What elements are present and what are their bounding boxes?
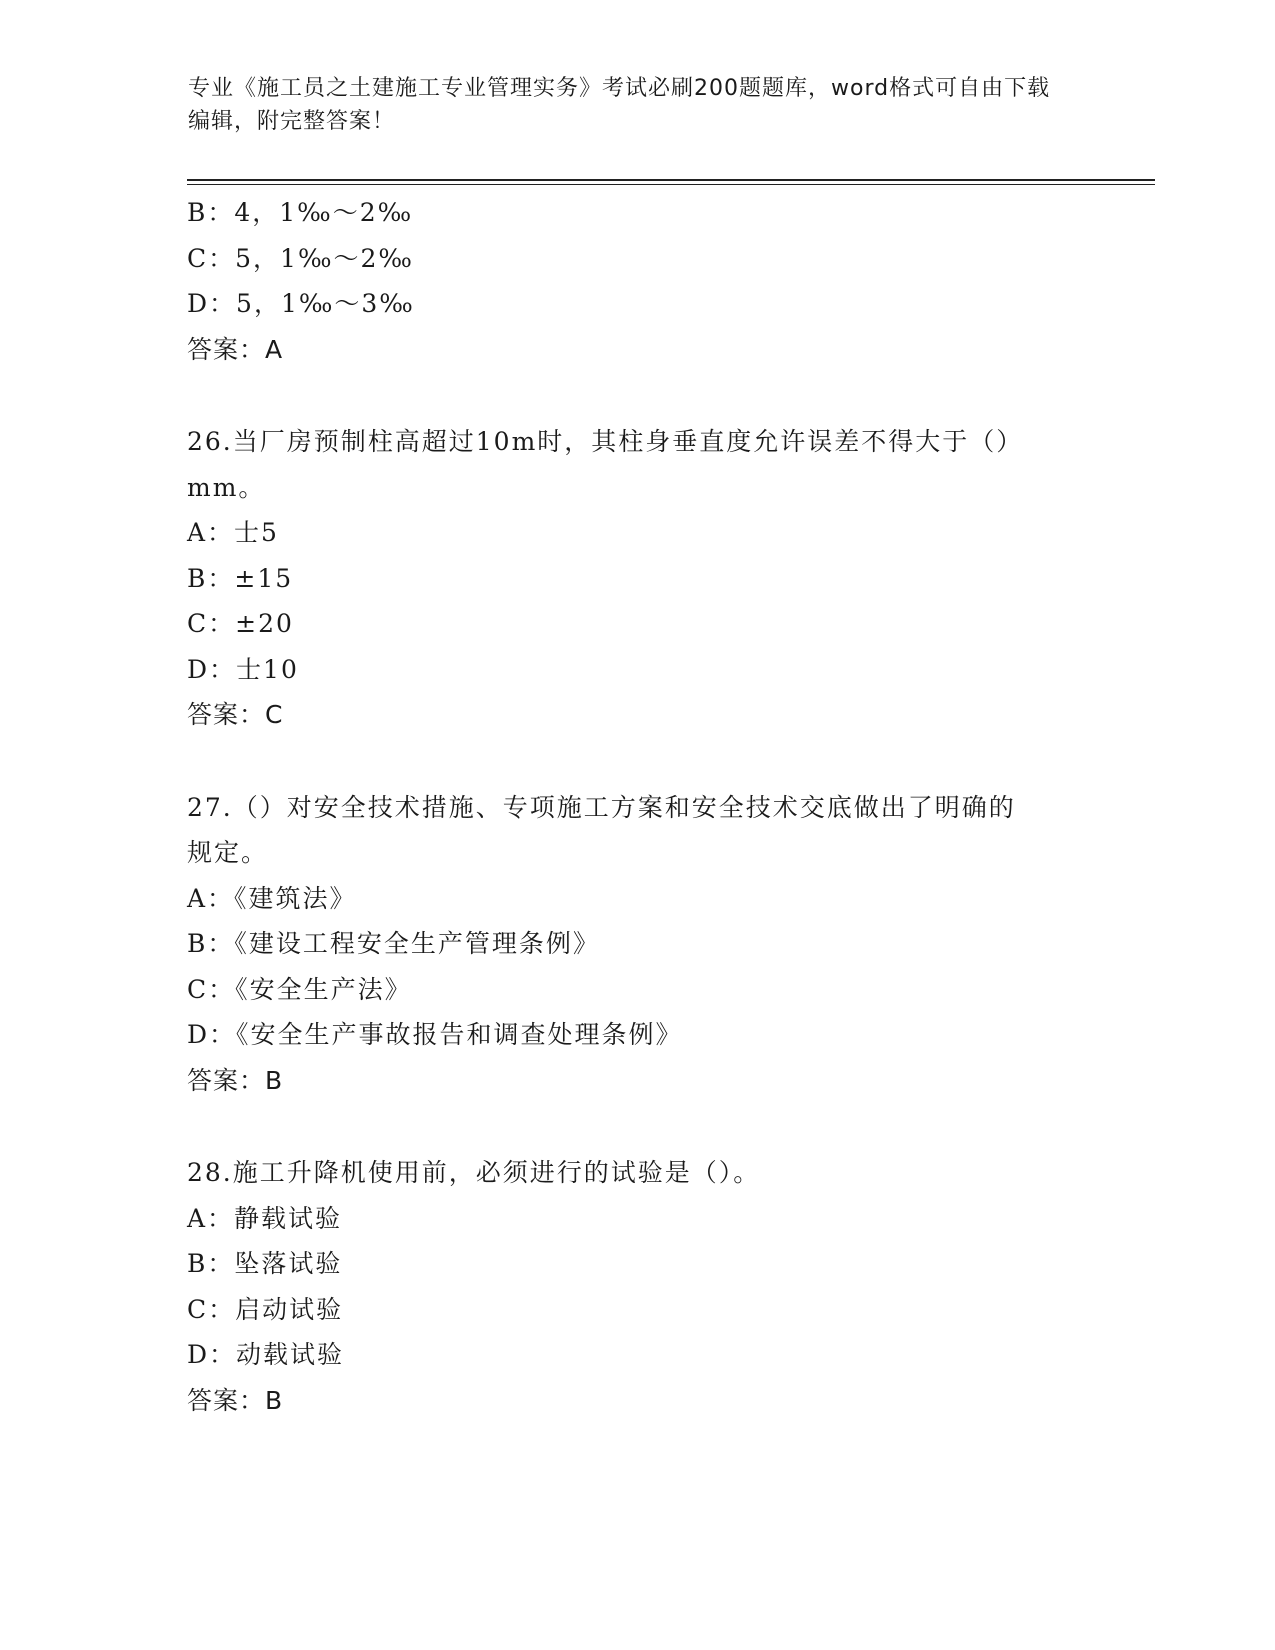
document-body <box>187 190 1087 1423</box>
option-d: D：动载试验 <box>187 1340 345 1369</box>
option-c: C：《安全生产法》 <box>187 974 412 1004</box>
answer: 答案：A <box>187 334 284 364</box>
option-d: D：士10 <box>187 654 299 684</box>
question-stem: 28.施工升降机使用前，必须进行的试验是（）。 <box>187 1158 761 1187</box>
option-c: C：5，1‰～2‰ <box>187 243 414 273</box>
spacer <box>187 1103 1087 1150</box>
option-a: A：静载试验 <box>187 1203 343 1233</box>
option-a: A：《建筑法》 <box>187 883 357 913</box>
option-b: B：4，1‰～2‰ <box>187 198 414 227</box>
spacer <box>187 372 1087 419</box>
option-d: D：《安全生产事故报告和调查处理条例》 <box>187 1020 683 1049</box>
option-b: B：±15 <box>187 563 294 593</box>
option-a: A：士5 <box>187 518 279 547</box>
header-rule-thin <box>187 184 1155 185</box>
question-stem-cont: 规定。 <box>187 838 269 867</box>
option-c: C：±20 <box>187 609 294 638</box>
question-stem-cont: mm。 <box>187 472 266 502</box>
question-stem: 27.（）对安全技术措施、专项施工方案和安全技术交底做出了明确的 <box>187 792 1016 822</box>
question-stem: 26.当厂房预制柱高超过10m时，其柱身垂直度允许误差不得大于（） <box>187 427 1024 456</box>
option-b: B：坠落试验 <box>187 1249 343 1278</box>
question-26 <box>187 419 1087 738</box>
option-d: D：5，1‰～3‰ <box>187 289 415 318</box>
option-c: C：启动试验 <box>187 1294 344 1324</box>
answer: 答案：C <box>187 700 284 729</box>
header-rule-thick <box>187 179 1155 181</box>
prev-question-block <box>187 190 1087 372</box>
spacer <box>187 738 1087 785</box>
answer: 答案：B <box>187 1385 284 1415</box>
page-header: 专业《施工员之土建施工专业管理实务》考试必刷200题题库，word格式可自由下载编辑，附完整答案！ <box>188 76 1051 134</box>
question-28 <box>187 1150 1087 1423</box>
question-27 <box>187 785 1087 1104</box>
answer: 答案：B <box>187 1065 284 1095</box>
option-b: B：《建设工程安全生产管理条例》 <box>187 929 600 958</box>
